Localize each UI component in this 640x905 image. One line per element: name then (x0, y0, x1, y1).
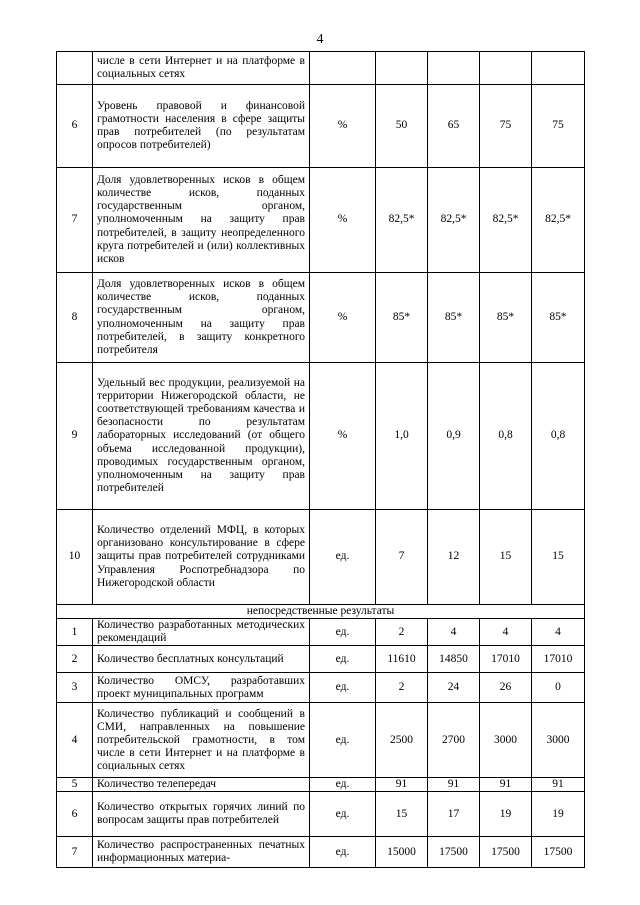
row-description: Количество телепередач (93, 778, 310, 792)
row-value: 0,9 (428, 363, 480, 510)
row-value: 50 (376, 85, 428, 168)
page-number: 4 (316, 32, 324, 47)
row-description: Уровень правовой и финансовой грамотности населения в сфере защиты прав потребителей (по результатам опросов потребителей) (93, 85, 310, 168)
row-value: 82,5* (428, 168, 480, 273)
row-value: 75 (532, 85, 585, 168)
row-value: 0,8 (532, 363, 585, 510)
row-value: 2 (376, 619, 428, 646)
row-number: 4 (57, 703, 93, 778)
row-value: 3000 (532, 703, 585, 778)
table-row (57, 273, 585, 363)
row-description: числе в сети Интернет и на платформе в социальных сетях (93, 52, 310, 85)
row-number: 7 (57, 168, 93, 273)
row-value: 17500 (532, 837, 585, 868)
row-description: Доля удовлетворенных исков в общем количестве исков, поданных государственным органом, уполномоченным на защиту прав потребителей, в защиту конкретного потребителя (93, 273, 310, 363)
row-value: 17010 (480, 646, 532, 673)
table-row (57, 85, 585, 168)
row-description: Количество разработанных методических рекомендаций (93, 619, 310, 646)
row-value: 17010 (532, 646, 585, 673)
row-unit: ед. (310, 646, 376, 673)
row-unit: % (310, 363, 376, 510)
table-row (57, 363, 585, 510)
row-value: 26 (480, 673, 532, 703)
row-value: 2700 (428, 703, 480, 778)
table-row (57, 510, 585, 605)
row-value: 0 (532, 673, 585, 703)
table-row (57, 703, 585, 778)
row-description: Количество распространенных печатных информационных материа- (93, 837, 310, 868)
row-value: 19 (480, 792, 532, 837)
row-description: Количество ОМСУ, разработавших проект муниципальных программ (93, 673, 310, 703)
table-row (57, 673, 585, 703)
row-value (376, 52, 428, 85)
row-unit: ед. (310, 792, 376, 837)
row-value (480, 52, 532, 85)
section-row (57, 605, 585, 619)
row-number (57, 52, 93, 85)
row-description: Удельный вес продукции, реализуемой на территории Нижегородской области, не соответствующей требованиям качества и безопасности по результатам лабораторных исследований (от общего объема исследованной продукции), проводимых государственным органом, уполномоченным на защиту прав потребителей (93, 363, 310, 510)
row-unit: % (310, 85, 376, 168)
row-value: 19 (532, 792, 585, 837)
row-value: 2500 (376, 703, 428, 778)
row-number: 7 (57, 837, 93, 868)
row-number: 6 (57, 792, 93, 837)
row-value: 85* (532, 273, 585, 363)
row-value: 91 (532, 778, 585, 792)
row-number: 5 (57, 778, 93, 792)
row-value (532, 52, 585, 85)
row-value: 14850 (428, 646, 480, 673)
row-value: 91 (376, 778, 428, 792)
row-value: 15 (480, 510, 532, 605)
row-unit: ед. (310, 837, 376, 868)
row-value: 17500 (428, 837, 480, 868)
row-value: 3000 (480, 703, 532, 778)
row-value: 4 (532, 619, 585, 646)
row-value: 4 (428, 619, 480, 646)
table-row (57, 619, 585, 646)
row-value: 85* (376, 273, 428, 363)
table-row (57, 778, 585, 792)
row-unit: ед. (310, 778, 376, 792)
row-description: Количество бесплатных консультаций (93, 646, 310, 673)
section-title: непосредственные результаты (57, 605, 585, 619)
row-number: 9 (57, 363, 93, 510)
row-value: 82,5* (480, 168, 532, 273)
row-value: 24 (428, 673, 480, 703)
table-row (57, 646, 585, 673)
row-value: 65 (428, 85, 480, 168)
row-number: 1 (57, 619, 93, 646)
row-value: 4 (480, 619, 532, 646)
row-number: 3 (57, 673, 93, 703)
row-unit: ед. (310, 703, 376, 778)
row-value: 1,0 (376, 363, 428, 510)
row-unit: ед. (310, 619, 376, 646)
row-description: Доля удовлетворенных исков в общем количестве исков, поданных государственным органом, уполномоченным на защиту прав потребителей, в защиту неопределенного круга потребителей и (или) коллективных исков (93, 168, 310, 273)
table-row (57, 52, 585, 85)
table-row (57, 168, 585, 273)
row-value: 17500 (480, 837, 532, 868)
row-value: 2 (376, 673, 428, 703)
row-unit: % (310, 273, 376, 363)
row-description: Количество отделений МФЦ, в которых организовано консультирование в сфере защиты прав потребителей сотрудниками Управления Роспотребнадзора по Нижегородской области (93, 510, 310, 605)
row-value: 85* (480, 273, 532, 363)
row-value: 15 (376, 792, 428, 837)
row-value: 15 (532, 510, 585, 605)
row-value: 15000 (376, 837, 428, 868)
row-number: 10 (57, 510, 93, 605)
row-description: Количество открытых горячих линий по вопросам защиты прав потребителей (93, 792, 310, 837)
table-row (57, 837, 585, 868)
row-value: 91 (428, 778, 480, 792)
row-number: 2 (57, 646, 93, 673)
row-value: 11610 (376, 646, 428, 673)
row-value (428, 52, 480, 85)
row-unit: ед. (310, 673, 376, 703)
row-unit: ед. (310, 510, 376, 605)
row-value: 7 (376, 510, 428, 605)
row-value: 91 (480, 778, 532, 792)
row-unit (310, 52, 376, 85)
row-number: 8 (57, 273, 93, 363)
row-number: 6 (57, 85, 93, 168)
row-value: 85* (428, 273, 480, 363)
row-value: 82,5* (532, 168, 585, 273)
table-row (57, 792, 585, 837)
row-value: 75 (480, 85, 532, 168)
row-value: 12 (428, 510, 480, 605)
row-unit: % (310, 168, 376, 273)
row-value: 82,5* (376, 168, 428, 273)
row-value: 17 (428, 792, 480, 837)
row-description: Количество публикаций и сообщений в СМИ, направленных на повышение потребительской грамотности, в том числе в сети Интернет и на платформе в социальных сетях (93, 703, 310, 778)
row-value: 0,8 (480, 363, 532, 510)
indicators-table (56, 51, 585, 868)
